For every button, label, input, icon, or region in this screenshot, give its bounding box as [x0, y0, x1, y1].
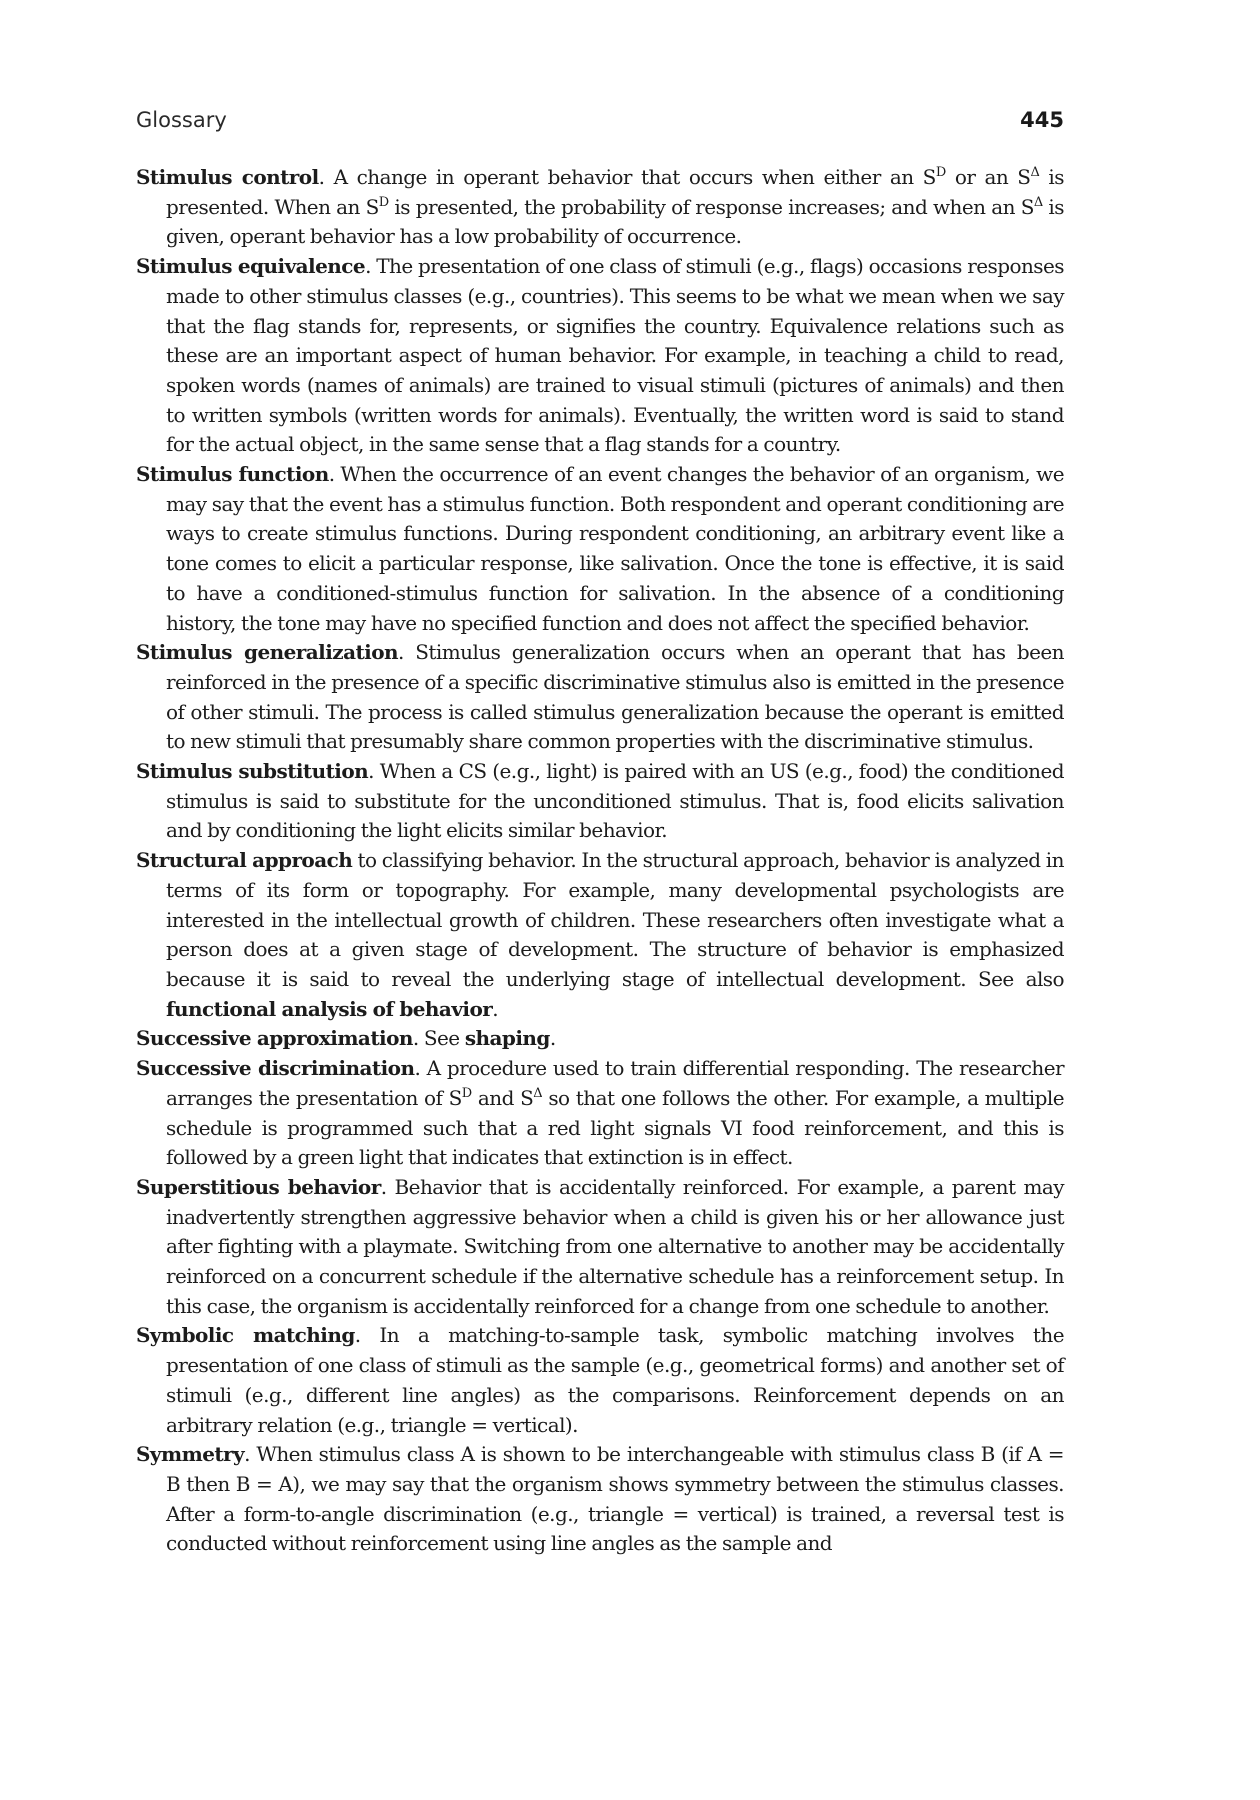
entry-term: Successive approximation [136, 1026, 413, 1051]
glossary-entry-successive-discrimination [136, 1054, 1064, 1173]
entry-term: Stimulus control [136, 165, 319, 189]
sdelta-symbol: $S^\Delta$ [1020, 194, 1043, 219]
sdelta-symbol: $S^\Delta$ [520, 1085, 543, 1110]
entry-term: Stimulus generalization [136, 640, 399, 665]
glossary-entry-superstitious-behavior [136, 1173, 1064, 1322]
glossary-entries [136, 163, 1064, 1559]
definition-text: . The presentation of one class of stimuli (e.g., flags) occasions responses made to other stimulus classes (e.g., countries). This seems to be what we mean when we say that the flag stands for, represents, or signifies the country. Equivalence relations such as these are an important aspect of human behavior. For example, in teaching a child to read, spoken words (names of animals) are trained to visual stimuli (pictures of animals) and then to written symbols (written words for animals). Eventually, the written word is said to stand for the actual object, in the same sense that a flag stands for a country. [166, 254, 1065, 457]
definition-text: is presented, the probability of response increases; and when an [388, 194, 1021, 219]
entry-term: Superstitious behavior [136, 1174, 381, 1199]
entry-term: Successive discrimination [136, 1056, 415, 1081]
glossary-entry-stimulus-equivalence [136, 252, 1064, 460]
definition-text: is given, operant behavior has a low probability of occurrence. [166, 194, 1064, 249]
entry-term: Stimulus function [136, 462, 329, 487]
definition-text: . [549, 1026, 556, 1051]
entry-term: Symbolic matching [136, 1323, 355, 1348]
definition-text: is presented. When an [166, 165, 1064, 219]
glossary-entry-structural-approach [136, 846, 1064, 1024]
entry-term: Symmetry [136, 1442, 245, 1467]
definition-text: . When a CS (e.g., light) is paired with an US (e.g., food) the conditioned stimulus is said to substitute for the unconditioned stimulus. That is, food elicits salivation and by conditioning the light elicits similar behavior. [166, 759, 1065, 843]
glossary-entry-symbolic-matching [136, 1321, 1064, 1440]
definition-text: . Behavior that is accidentally reinforced. For example, a parent may inadvertently strengthen aggressive behavior when a child is given his or her allowance just after fighting with a playmate. Switching from one alternative to another may be accidentally reinforced on a concurrent schedule if the alternative schedule has a reinforcement setup. In this case, the organism is accidentally reinforced for a change from one schedule to another. [166, 1174, 1065, 1318]
glossary-entry-symmetry [136, 1440, 1064, 1559]
definition-text: to classifying behavior. In the structural approach, behavior is analyzed in terms of its form or topography. For example, many developmental psychologists are interested in the intellectual growth of children. These researchers often investigate what a person does at a given stage of development. The structure of behavior is emphasized because it is said to reveal the underlying stage of intellectual development. See also [166, 848, 1064, 991]
definition-text: and [471, 1085, 521, 1110]
section-label: Glossary [136, 108, 227, 132]
definition-text: . A procedure used to train differential responding. The researcher arranges the presentation of [166, 1056, 1064, 1110]
page-number: 445 [1020, 108, 1064, 132]
definition-text: . Stimulus generalization occurs when an operant that has been reinforced in the presence of a specific discriminative stimulus also is emitted in the presence of other stimuli. The process is called stimulus generalization because the operant is emitted to new stimuli that presumably share common properties with the discriminative stimulus. [166, 640, 1065, 754]
cross-reference: functional analysis of behavior [166, 996, 493, 1021]
running-head [136, 108, 1064, 132]
entry-term: Stimulus substitution [136, 759, 369, 784]
sdelta-symbol: $S^\Delta$ [1017, 165, 1040, 189]
glossary-entry-stimulus-substitution [136, 757, 1064, 846]
definition-text: or an [945, 165, 1018, 189]
definition-text: . A change in operant behavior that occurs when either an [318, 165, 923, 189]
entry-term: Structural approach [136, 848, 353, 873]
sd-symbol: $S^D$ [448, 1085, 472, 1110]
definition-text: . In a matching-to-sample task, symbolic matching involves the presentation of one class of stimuli as the sample (e.g., geometrical forms) and another set of stimuli (e.g., different line angles) as the comparisons. Reinforcement depends on an arbitrary relation (e.g., triangle = vertical). [166, 1323, 1064, 1437]
glossary-entry-stimulus-function [136, 460, 1064, 638]
sd-symbol: $S^D$ [365, 194, 389, 219]
definition-text: . When stimulus class A is shown to be interchangeable with stimulus class B (if A = B then B = A), we may say that the organism shows symmetry between the stimulus classes. After a form-to-angle discrimination (e.g., triangle = vertical) is trained, a reversal test is conducted without reinforcement using line angles as the sample and [166, 1442, 1064, 1556]
entry-term: Stimulus equivalence [136, 254, 366, 279]
glossary-entry-stimulus-control [136, 163, 1064, 252]
glossary-entry-successive-approximation [136, 1024, 1064, 1054]
definition-text: so that one follows the other. For example, a multiple schedule is programmed such that a red light signals VI food reinforcement, and this is followed by a green light that indicates that extinction is in effect. [166, 1085, 1064, 1170]
definition-text: . When the occurrence of an event changes the behavior of an organism, we may say that the event has a stimulus function. Both respondent and operant conditioning are ways to create stimulus functions. During respondent conditioning, an arbitrary event like a tone comes to elicit a particular response, like salivation. Once the tone is effective, it is said to have a conditioned-stimulus function for salivation. In the absence of a conditioning history, the tone may have no specified function and does not affect the specified behavior. [166, 462, 1064, 635]
definition-text: . See [412, 1026, 465, 1051]
cross-reference: shaping [464, 1026, 550, 1051]
sd-symbol: $S^D$ [922, 165, 946, 189]
glossary-entry-stimulus-generalization [136, 638, 1064, 757]
definition-text: . [492, 996, 499, 1021]
